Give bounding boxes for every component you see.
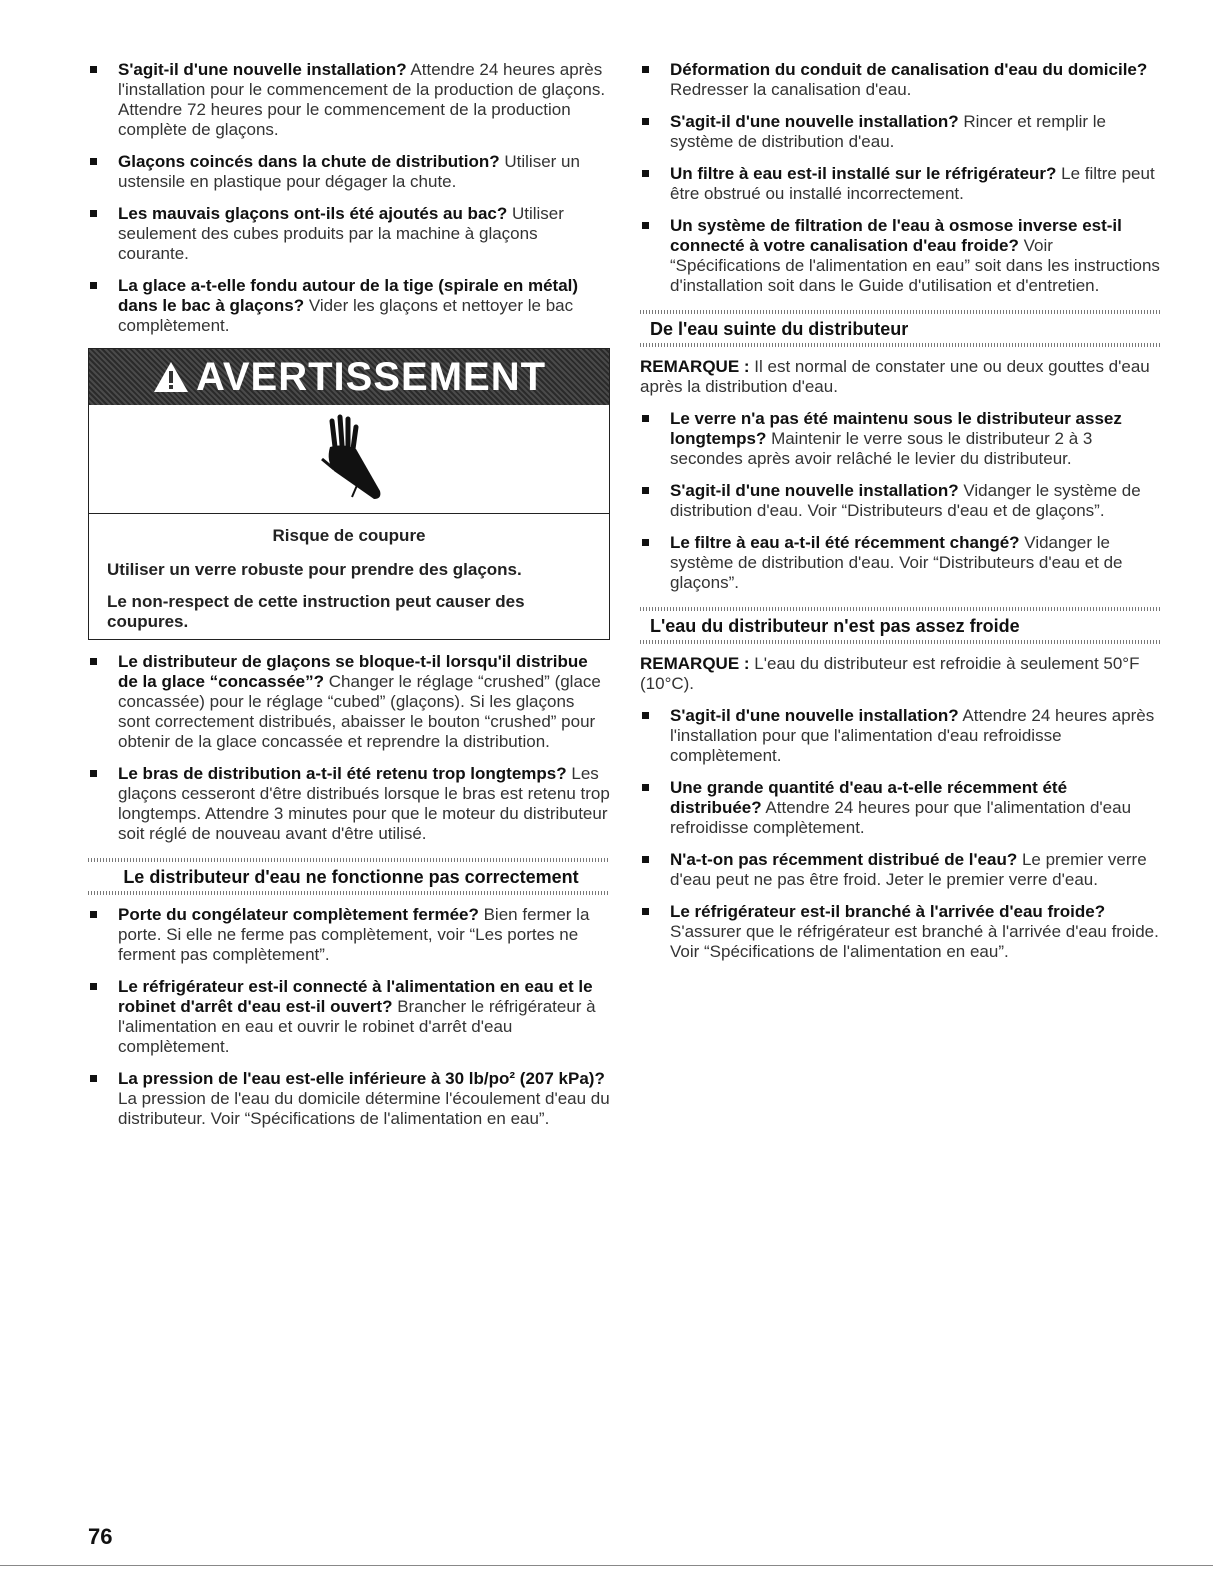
bullet-icon	[90, 210, 97, 217]
bullet-icon	[90, 911, 97, 918]
note: REMARQUE : Il est normal de constater une ou deux gouttes d'eau après la distribution d'eau.	[640, 357, 1150, 396]
bullet-icon	[642, 908, 649, 915]
warning-instruction: Utiliser un verre robuste pour prendre des glaçons.	[107, 560, 522, 579]
bullet-icon	[642, 222, 649, 229]
ice-dispenser-list-2	[88, 652, 610, 844]
page-bottom-rule	[0, 1565, 1213, 1566]
bullet-icon	[642, 487, 649, 494]
warning-header	[89, 349, 609, 405]
bullet-icon	[642, 170, 649, 177]
list-item: Un filtre à eau est-il installé sur le réfrigérateur? Le filtre peut être obstrué ou installé incorrectement.	[640, 164, 1160, 204]
list-item: N'a-t-on pas récemment distribué de l'eau? Le premier verre d'eau peut ne pas être froid. Jeter le premier verre d'eau.	[640, 850, 1160, 890]
not-cold-list	[640, 706, 1160, 962]
list-item: Le réfrigérateur est-il branché à l'arrivée d'eau froide? S'assurer que le réfrigérateur est branché à l'arrivée d'eau froide. Voir “Spécifications de l'alimentation en eau”.	[640, 902, 1160, 962]
section-title: L'eau du distributeur n'est pas assez froide	[650, 616, 1020, 636]
bullet-icon	[90, 66, 97, 73]
heading-rule	[640, 640, 1160, 644]
list-item: Une grande quantité d'eau a-t-elle récemment été distribuée? Attendre 24 heures pour que l'alimentation d'eau refroidisse complètement.	[640, 778, 1160, 838]
left-column	[88, 60, 610, 1141]
list-item: S'agit-il d'une nouvelle installation? Rincer et remplir le système de distribution d'eau.	[640, 112, 1160, 152]
list-item: Glaçons coincés dans la chute de distribution? Utiliser un ustensile en plastique pour dégager la chute.	[88, 152, 610, 192]
section-title: Le distributeur d'eau ne fonctionne pas correctement	[123, 867, 579, 887]
bullet-icon	[90, 658, 97, 665]
list-item: Le réfrigérateur est-il connecté à l'alimentation en eau et le robinet d'arrêt d'eau est-il ouvert? Brancher le réfrigérateur à l'alimentation en eau et ouvrir le robinet d'arrêt d'eau complètement.	[88, 977, 610, 1057]
warning-pictogram	[89, 405, 609, 514]
warning-consequence: Le non-respect de cette instruction peut causer des coupures.	[107, 592, 525, 631]
list-item: Le distributeur de glaçons se bloque-t-il lorsqu'il distribue de la glace “concassée”? Changer le réglage “crushed” (glace concassée) pour le réglage “cubed” (glaçons). Si les glaçons sont correctement distribués, abaisser le bouton “crushed” pour obtenir de la glace concassée et reprendre la distribution.	[88, 652, 610, 752]
ice-dispenser-list	[88, 60, 610, 336]
bullet-icon	[90, 1075, 97, 1082]
bullet-icon	[90, 983, 97, 990]
bullet-icon	[642, 712, 649, 719]
bullet-icon	[90, 770, 97, 777]
list-item: Le verre n'a pas été maintenu sous le distributeur assez longtemps? Maintenir le verre sous le distributeur 2 à 3 secondes après avoir relâché le levier du distributeur.	[640, 409, 1160, 469]
water-dispenser-list	[88, 905, 610, 1129]
list-item: S'agit-il d'une nouvelle installation? Vidanger le système de distribution d'eau. Voir “Distributeurs d'eau et de glaçons”.	[640, 481, 1160, 521]
list-item: Un système de filtration de l'eau à osmose inverse est-il connecté à votre canalisation d'eau froide? Voir “Spécifications de l'alimentation en eau” soit dans les instructions d'installation soit dans le Guide d'utilisation et d'entretien.	[640, 216, 1160, 296]
warning-title: AVERTISSEMENT	[195, 354, 547, 399]
list-item: Le filtre à eau a-t-il été récemment changé? Vidanger le système de distribution d'eau. Voir “Distributeurs d'eau et de glaçons”.	[640, 533, 1160, 593]
heading-rule	[88, 891, 610, 895]
list-item: Porte du congélateur complètement fermée? Bien fermer la porte. Si elle ne ferme pas complètement, voir “Les portes ne ferment pas complètement”.	[88, 905, 610, 965]
list-item: S'agit-il d'une nouvelle installation? Attendre 24 heures après l'installation pour que l'alimentation d'eau refroidisse complètement.	[640, 706, 1160, 766]
bullet-icon	[642, 415, 649, 422]
bullet-icon	[90, 158, 97, 165]
warning-box	[88, 348, 610, 640]
bullet-icon	[642, 539, 649, 546]
section-heading-water-dispenser	[88, 858, 610, 895]
list-item: La pression de l'eau est-elle inférieure à 30 lb/po² (207 kPa)? La pression de l'eau du domicile détermine l'écoulement d'eau du distributeur. Voir “Spécifications de l'alimentation en eau”.	[88, 1069, 610, 1129]
leaking-list	[640, 409, 1160, 593]
section-title: De l'eau suinte du distributeur	[650, 319, 909, 339]
list-item: Déformation du conduit de canalisation d'eau du domicile? Redresser la canalisation d'eau.	[640, 60, 1160, 100]
warning-triangle-icon	[152, 360, 190, 394]
section-heading-not-cold	[640, 607, 1160, 644]
list-item: S'agit-il d'une nouvelle installation? Attendre 24 heures après l'installation pour le commencement de la production de glaçons. Attendre 72 heures pour le commencement de la production complète de glaçons.	[88, 60, 610, 140]
list-item: La glace a-t-elle fondu autour de la tige (spirale en métal) dans le bac à glaçons? Vider les glaçons et nettoyer le bac complètement.	[88, 276, 610, 336]
water-dispenser-list-2	[640, 60, 1160, 296]
list-item: Le bras de distribution a-t-il été retenu trop longtemps? Les glaçons cesseront d'être distribués lorsque le bras est retenu trop longtemps. Attendre 3 minutes pour que le moteur du distributeur soit réglé de nouveau avant d'être utilisé.	[88, 764, 610, 844]
cut-hazard-icon	[304, 413, 394, 505]
bullet-icon	[642, 118, 649, 125]
note: REMARQUE : L'eau du distributeur est refroidie à seulement 50°F (10°C).	[640, 654, 1140, 693]
bullet-icon	[642, 784, 649, 791]
list-item: Les mauvais glaçons ont-ils été ajoutés au bac? Utiliser seulement des cubes produits par la machine à glaçons courante.	[88, 204, 610, 264]
bullet-icon	[642, 856, 649, 863]
section-heading-leaking	[640, 310, 1160, 347]
warning-label: Risque de coupure	[272, 526, 426, 545]
bullet-icon	[642, 66, 649, 73]
bullet-icon	[90, 282, 97, 289]
page-number: 76	[88, 1524, 113, 1549]
right-column	[640, 60, 1160, 974]
heading-rule	[640, 343, 1160, 347]
